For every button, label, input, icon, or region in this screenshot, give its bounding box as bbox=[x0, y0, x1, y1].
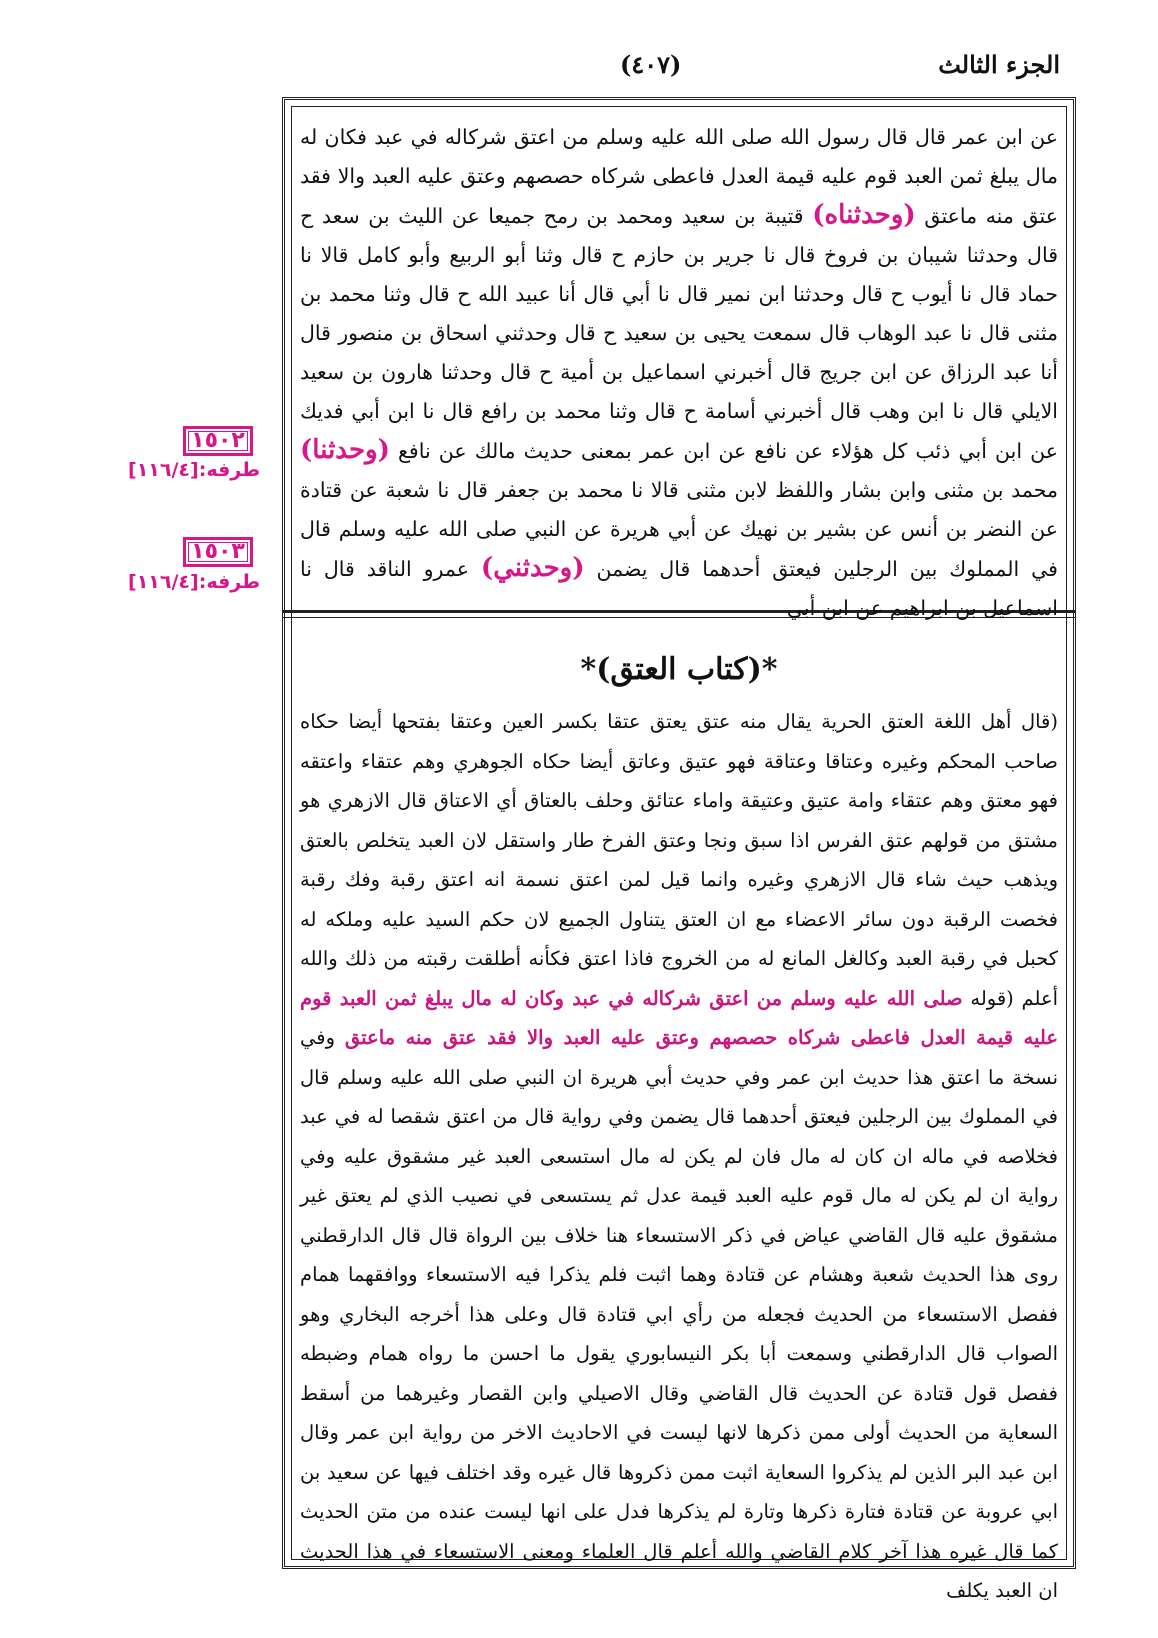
matn-text: محمد بن مثنى وابن بشار واللفظ لابن مثنى قالا نا محمد بن جعفر قال نا شعبة عن قتادة عن النضر بن أنس عن بشير بن نهيك عن أبي هريرة عن النبي صلى الله عليه وسلم قال في المملوك بين الرجلين فيعتق أحدهما قال يضمن bbox=[300, 478, 1058, 581]
narration-keyword: (وحدثني) bbox=[480, 553, 585, 583]
commentary-body: وفي نسخة ما اعتق هذا حديث ابن عمر وفي حديث أبي هريرة ان النبي صلى الله عليه وسلم قال في المملوك بين الرجلين فيعتق أحدهما قال يضمن وفي رواية قال من اعتق شقصا له في عبد فخلاصه في ماله ان كان له مال فان لم يكن له مال استسعى العبد غير مشقوق عليه وفي رواية ان لم يكن له مال قوم عليه العبد قيمة عدل ثم يستسعى في نصيب الذي لم يعتق غير مشقوق عليه قال القاضي عياض في ذكر الاستسعاء هنا خلاف بين الرواة قال قال الدارقطني روى هذا الحديث شعبة وهشام عن قتادة وهما اثبت فلم يذكرا فيه الاستسعاء ووافقهما همام ففصل الاستسعاء من الحديث فجعله من رأي ابي قتادة قال وعلى هذا أخرجه البخاري وهو الصواب قال الدارقطني وسمعت أبا بكر النيسابوري يقول ما احسن ما رواه همام وضبطه ففصل قول قتادة عن الحديث قال القاضي وقال الاصيلي وابن القصار وغيرهما من أسقط السعاية من الحديث أولى ممن ذكرها لانها ليست في الاحاديث الاخر من رواية ابن عمر وقال ابن عبد البر الذين لم يذكروا السعاية اثبت ممن ذكروها قال غيره وقد اختلف فيها عن سعيد بن ابي عروبة عن قتادة فتارة ذكرها وتارة لم يذكرها فدل على انها ليست عنده من متن الحديث كما قال غيره هذا آخر كلام القاضي والله أعلم قال العلماء ومعنى الاستسعاء في هذا الحديث ان العبد يكلف bbox=[300, 1026, 1058, 1602]
narration-keyword: (وحدثناه) bbox=[812, 200, 916, 230]
matn-text: عن ابن عمر قال قال رسول الله صلى الله عليه وسلم من اعتق شركاله في عبد فكان له مال يبلغ ثمن العبد قوم عليه قيمة العدل فاعطى شركاه حصصهم وعتق عليه العبد والا فقد عتق منه ماعتق bbox=[300, 125, 1058, 228]
hadith-reference: طرفه:[١١٦/٤] bbox=[128, 571, 260, 593]
page-header bbox=[280, 50, 1060, 90]
commentary-intro: (قال أهل اللغة العتق الحرية يقال منه عتق يعتق عتقا بكسر العين وعتقا بفتحها أيضا حكاه صاحب المحكم وغيره وعتاقا وعتاقة فهو عتيق وعاتق أيضا حكاه الجوهري وهم عتقاء واعتقه فهو معتق وهم عتقاء وامة عتيق وعتيقة واماء عتائق وحلف بالعتاق أي الاعتاق قال الازهري هو مشتق من قولهم عتق الفرس اذا سبق ونجا وعتق الفرخ طار واستقل لان العبد يتخلص بالعتق ويذهب حيث شاء قال الازهري وغيره وانما قيل لمن اعتق نسمة انه اعتق رقبة وفك رقبة فخصت الرقبة دون سائر الاعضاء مع ان العتق يتناول الجميع لان حكم السيد عليه وملكه له كحبل في رقبة العبد وكالغل المانع له من الخروج فاذا اعتق فكأنه أطلقت رقبته من ذلك والله أعلم bbox=[300, 710, 1059, 1010]
commentary-quote: صلى الله عليه وسلم من اعتق شركاله في عبد وكان له مال يبلغ ثمن العبد قوم عليه قيمة العدل فاعطى شركاه حصصهم وعتق عليه العبد والا فقد عتق منه ماعتق bbox=[300, 986, 1058, 1049]
hadith-reference: طرفه:[١١٦/٤] bbox=[128, 459, 260, 481]
matn-text: عمرو الناقد قال نا اسماعيل بن ابراهيم عن ابن أبي bbox=[300, 557, 1058, 620]
page-number: (٤٠٧) bbox=[620, 50, 682, 79]
matn-text: قتيبة بن سعيد ومحمد بن رمح جميعا عن الليث بن سعد ح قال وحدثنا شيبان بن فروخ قال نا جرير بن حازم ح قال وثنا أبو الربيع وأبو كامل قالا نا حماد قال نا أيوب ح قال وحدثنا ابن نمير قال نا أبي قال أنا عبيد الله ح قال وثنا محمد بن مثنى قال نا عبد الوهاب قال سمعت يحيى بن سعيد ح قال وحدثني اسحاق بن منصور قال أنا عبد الرزاق عن ابن جريج قال أخبرني اسماعيل بن أمية ح قال وحدثنا هارون بن سعيد الايلي قال نا ابن وهب قال أخبرني أسامة ح قال وثنا محمد بن رافع قال نا ابن أبي فديك عن ابن أبي ذئب كل هؤلاء عن نافع عن ابن عمر بمعنى حديث مالك عن نافع bbox=[300, 204, 1058, 463]
commentary-block bbox=[300, 702, 1058, 1611]
narration-keyword: (وحدثنا) bbox=[300, 435, 390, 465]
book-title: *(كتاب العتق)* bbox=[580, 652, 778, 687]
hadith-number: ١٥٠٣ bbox=[183, 537, 253, 567]
hadith-text-block bbox=[300, 118, 1058, 628]
commentary-quote-open: (قوله bbox=[970, 986, 1014, 1010]
hadith-number: ١٥٠٢ bbox=[183, 426, 253, 456]
volume-title: الجزء الثالث bbox=[938, 50, 1060, 79]
